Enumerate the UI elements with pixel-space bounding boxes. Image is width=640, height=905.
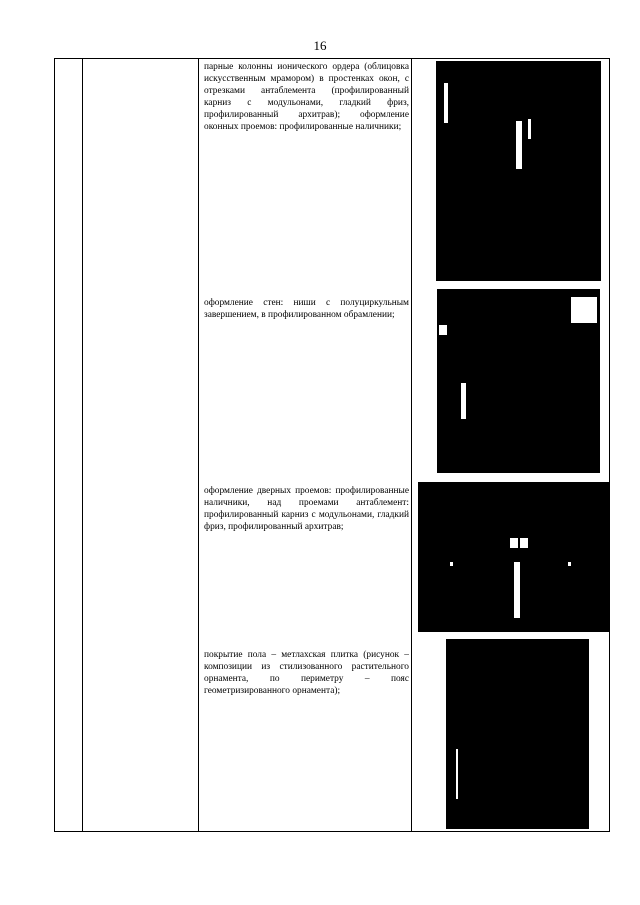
photo-wall-niche [437, 289, 600, 473]
row-text-3: оформление дверных проемов: профилированные наличники, над проемами антаблемент: профилированный карниз с модульонами, гладкий фриз, профилированный архитрав; [204, 486, 409, 532]
row-text-1: парные колонны ионического ордера (облицовка искусственным мрамором) в простенках окон, с отрезками антаблемента (профилированный карниз с модульонами, гладкий фриз, профилированный архитрав); оформление оконных проемов: профилированные наличники; [204, 62, 409, 132]
document-table [54, 58, 610, 832]
photo-floor-tile [446, 639, 589, 829]
page-number: 16 [313, 38, 327, 53]
column-divider [82, 59, 83, 831]
row-text-4: покрытие пола – метлахская плитка (рисунок – композиции из стилизованного растительного орнамента, по периметру – пояс геометризированного орнамента); [204, 650, 409, 696]
column-divider [411, 59, 412, 831]
row-text-2: оформление стен: ниши с полуциркульным завершением, в профилированном обрамлении; [204, 298, 409, 320]
photo-window-area [436, 61, 601, 281]
photo-door-area [418, 482, 609, 632]
column-divider [198, 59, 199, 831]
